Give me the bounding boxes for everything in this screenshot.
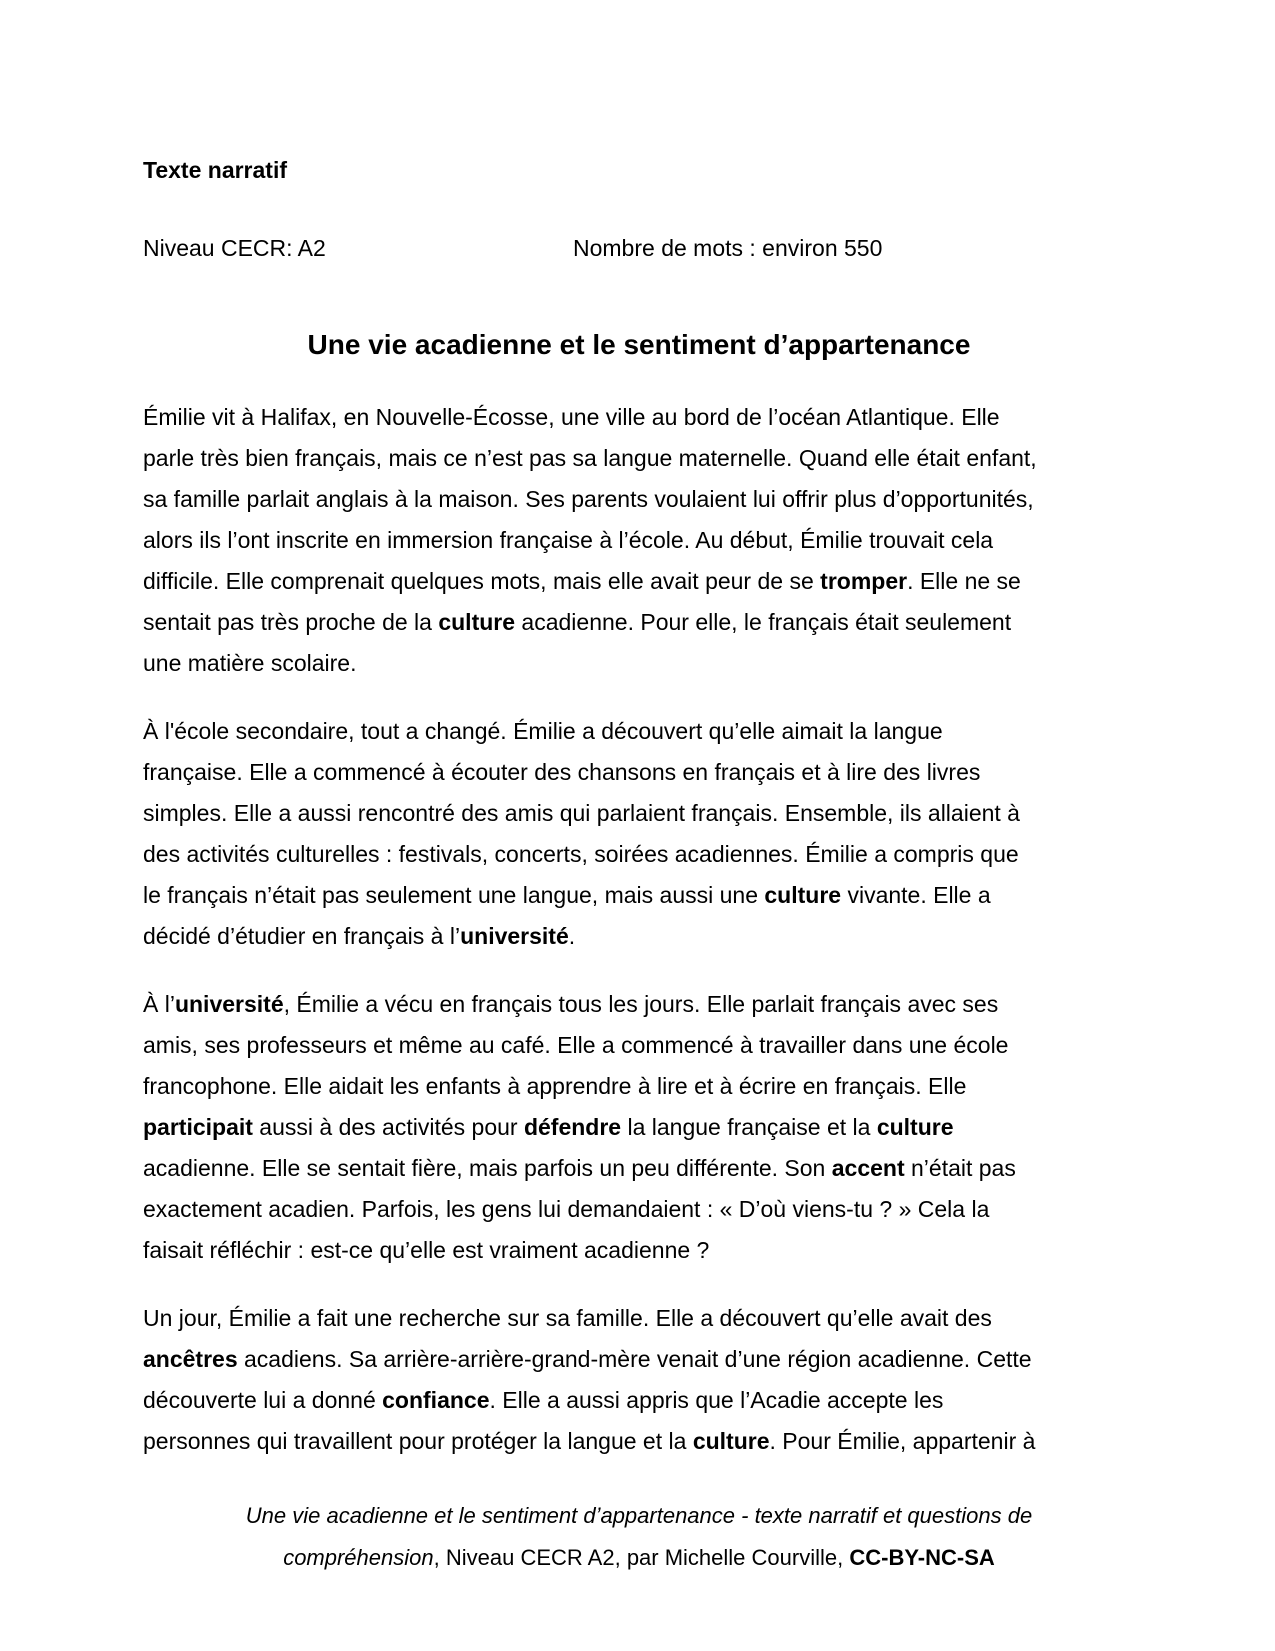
- text-line: des activités culturelles : festivals, concerts, soirées acadiennes. Émilie a compris que: [143, 841, 1019, 867]
- footer-line: Une vie acadienne et le sentiment d’appartenance - texte narratif et questions de: [245, 1503, 1033, 1528]
- text-line: ancêtres acadiens. Sa arrière-arrière-grand-mère venait d’une région acadienne. Cette: [143, 1346, 1032, 1372]
- text-line: amis, ses professeurs et même au café. Elle a commencé à travailler dans une école: [143, 1032, 1009, 1058]
- text-line: exactement acadien. Parfois, les gens lui demandaient : « D’où viens-tu ? » Cela la: [143, 1196, 990, 1222]
- text-line: française. Elle a commencé à écouter des chansons en français et à lire des livres: [143, 759, 981, 785]
- paragraph: [143, 984, 1135, 1271]
- footer-line: compréhension, Niveau CECR A2, par Michelle Courville, CC-BY-NC-SA: [283, 1545, 995, 1570]
- cecr-level-label: Niveau CECR: A2: [143, 235, 326, 261]
- text-line: Émilie vit à Halifax, en Nouvelle-Écosse, une ville au bord de l’océan Atlantique. Elle: [143, 404, 1000, 430]
- text-line: À l’université, Émilie a vécu en français tous les jours. Elle parlait français avec ses: [143, 991, 999, 1017]
- text-line: faisait réfléchir : est-ce qu’elle est vraiment acadienne ?: [143, 1237, 710, 1263]
- document-type-label: Texte narratif: [143, 157, 288, 183]
- text-line: personnes qui travaillent pour protéger la langue et la culture. Pour Émilie, appartenir à: [143, 1428, 1036, 1454]
- text-line: découverte lui a donné confiance. Elle a aussi appris que l’Acadie accepte les: [143, 1387, 944, 1413]
- text-line: participait aussi à des activités pour défendre la langue française et la culture: [143, 1114, 954, 1140]
- text-line: le français n’était pas seulement une langue, mais aussi une culture vivante. Elle a: [143, 882, 991, 908]
- text-line: acadienne. Elle se sentait fière, mais parfois un peu différente. Son accent n’était pas: [143, 1155, 1016, 1181]
- text-line: parle très bien français, mais ce n’est pas sa langue maternelle. Quand elle était enfant,: [143, 445, 1037, 471]
- paragraph: [143, 711, 1135, 957]
- document-title: Une vie acadienne et le sentiment d’appartenance: [307, 329, 971, 360]
- text-line: sa famille parlait anglais à la maison. Ses parents voulaient lui offrir plus d’opportunités,: [143, 486, 1034, 512]
- text-line: sentait pas très proche de la culture acadienne. Pour elle, le français était seulement: [143, 609, 1012, 635]
- text-line: alors ils l’ont inscrite en immersion française à l’école. Au début, Émilie trouvait cela: [143, 527, 994, 553]
- paragraph: [143, 397, 1135, 684]
- text-line: Un jour, Émilie a fait une recherche sur sa famille. Elle a découvert qu’elle avait des: [143, 1305, 992, 1331]
- word-count-label: Nombre de mots : environ 550: [573, 235, 883, 261]
- text-line: francophone. Elle aidait les enfants à apprendre à lire et à écrire en français. Elle: [143, 1073, 967, 1099]
- meta-row: [143, 228, 1135, 268]
- text-line: difficile. Elle comprenait quelques mots, mais elle avait peur de se tromper. Elle ne se: [143, 568, 1021, 594]
- text-line: décidé d’étudier en français à l’université.: [143, 923, 576, 949]
- document-body: [143, 397, 1135, 1462]
- paragraph: [143, 1298, 1135, 1462]
- text-line: simples. Elle a aussi rencontré des amis qui parlaient français. Ensemble, ils allaient à: [143, 800, 1020, 826]
- text-line: une matière scolaire.: [143, 650, 357, 676]
- text-line: À l'école secondaire, tout a changé. Émilie a découvert qu’elle aimait la langue: [143, 718, 943, 744]
- footer-citation: [143, 1495, 1135, 1579]
